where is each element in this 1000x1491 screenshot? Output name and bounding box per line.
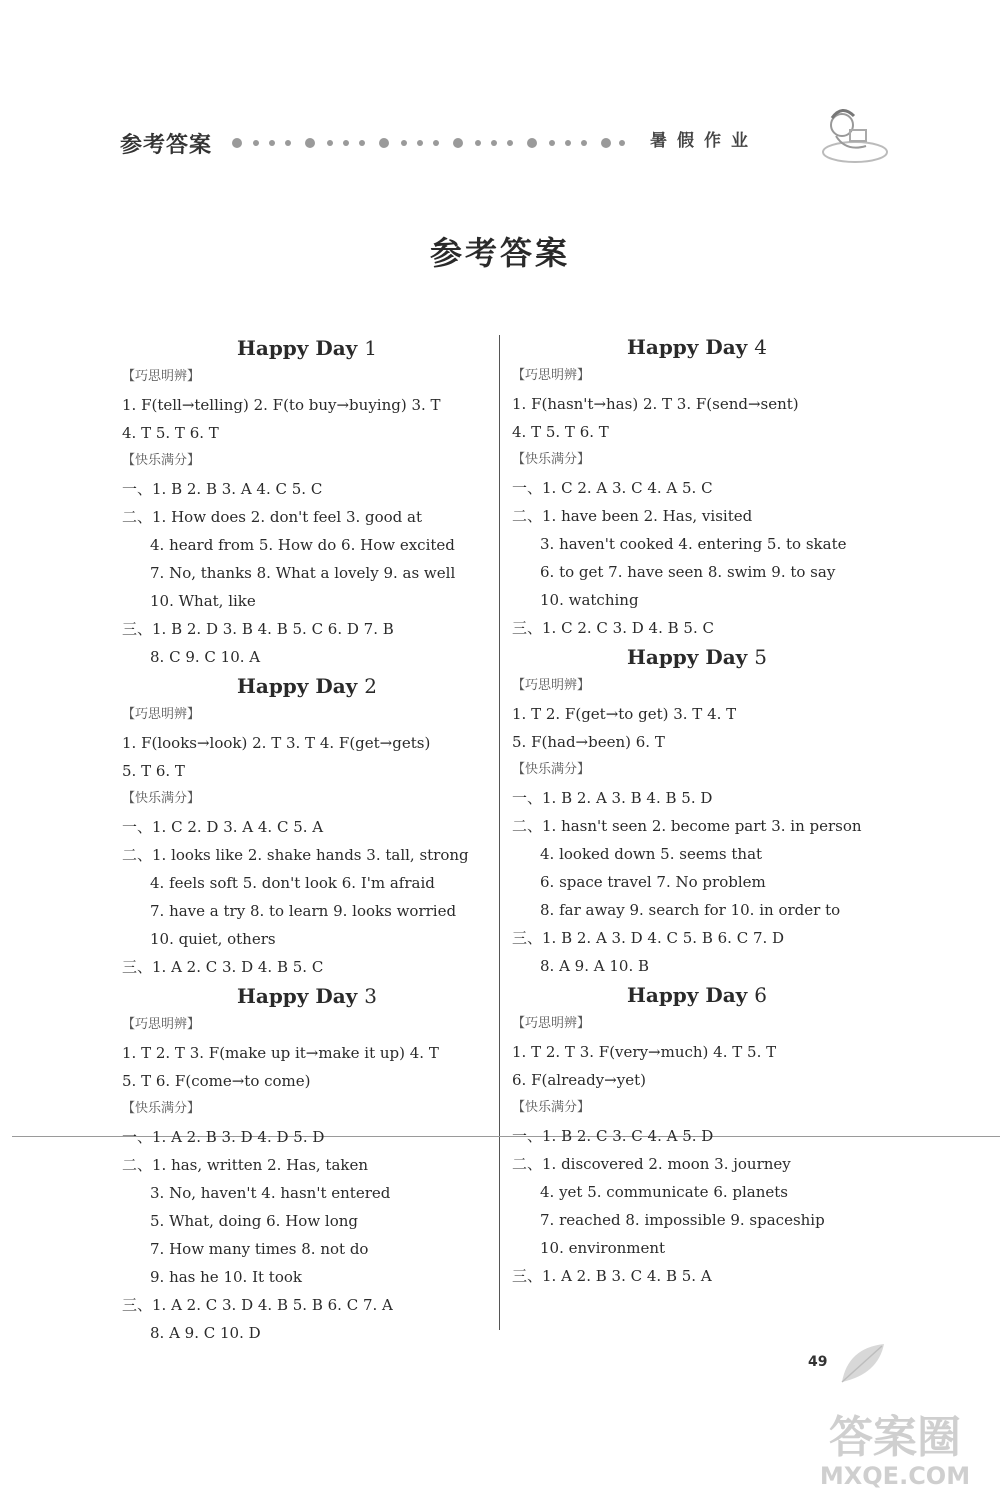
header-book-title: 暑假作业 (650, 131, 758, 151)
answer-line: 6. to get 7. have seen 8. swim 9. to say (540, 563, 836, 581)
section-tag-klmf: 【快乐满分】 (122, 1101, 201, 1116)
header-title: 参考答案 (120, 133, 213, 158)
answer-line: 一、1. B 2. A 3. B 4. B 5. D (512, 789, 713, 807)
answer-line: 5. T 6. F(come→to come) (122, 1072, 311, 1090)
answer-line: 7. No, thanks 8. What a lovely 9. as well (150, 564, 456, 582)
section-tag-qsmb: 【巧思明辨】 (512, 368, 591, 383)
answer-line: 三、1. C 2. C 3. D 4. B 5. C (512, 619, 714, 637)
answer-line: 二、1. have been 2. Has, visited (512, 507, 753, 525)
answer-line: 二、1. How does 2. don't feel 3. good at (122, 508, 423, 526)
answer-line: 7. reached 8. impossible 9. spaceship (540, 1211, 825, 1229)
answer-line: 4. feels soft 5. don't look 6. I'm afraid (150, 874, 435, 892)
answer-line: 一、1. A 2. B 3. D 4. D 5. D (122, 1128, 325, 1146)
answer-line: 三、1. A 2. C 3. D 4. B 5. B 6. C 7. A (122, 1296, 393, 1314)
answer-line: 一、1. C 2. A 3. C 4. A 5. C (512, 479, 713, 497)
day-title: Happy Day 4 (626, 335, 768, 359)
answer-line: 1. F(tell→telling) 2. F(to buy→buying) 3. T (122, 396, 441, 414)
section-tag-klmf: 【快乐满分】 (512, 762, 591, 777)
answer-line: 7. How many times 8. not do (150, 1240, 369, 1258)
answer-line: 三、1. A 2. C 3. D 4. B 5. C (122, 958, 324, 976)
section-tag-klmf: 【快乐满分】 (122, 791, 201, 806)
header-dots (232, 136, 627, 150)
answer-line: 4. T 5. T 6. T (122, 424, 219, 442)
answer-line: 8. A 9. A 10. B (540, 957, 650, 975)
answer-line: 8. C 9. C 10. A (150, 648, 261, 666)
day-title: Happy Day 3 (236, 984, 378, 1008)
answer-line: 5. What, doing 6. How long (150, 1212, 359, 1230)
answer-line: 4. yet 5. communicate 6. planets (540, 1183, 789, 1201)
section-tag-qsmb: 【巧思明辨】 (122, 369, 201, 384)
answer-line: 三、1. A 2. B 3. C 4. B 5. A (512, 1267, 712, 1285)
section-tag-klmf: 【快乐满分】 (512, 1100, 591, 1115)
day-title: Happy Day 1 (236, 336, 378, 360)
leaf-decoration-icon (838, 1338, 888, 1388)
answer-line: 1. F(hasn't→has) 2. T 3. F(send→sent) (512, 395, 799, 413)
answer-line: 二、1. has, written 2. Has, taken (122, 1156, 369, 1174)
answer-line: 二、1. discovered 2. moon 3. journey (512, 1155, 791, 1173)
day-title: Happy Day 6 (626, 983, 768, 1007)
answer-line: 6. space travel 7. No problem (540, 873, 766, 891)
day-title: Happy Day 2 (236, 674, 378, 698)
left-column (122, 333, 492, 1347)
answer-line: 三、1. B 2. D 3. B 4. B 5. C 6. D 7. B (122, 620, 394, 638)
answer-line: 二、1. looks like 2. shake hands 3. tall, strong (122, 846, 469, 864)
watermark-url: MXQE.COM (819, 1462, 971, 1490)
section-tag-qsmb: 【巧思明辨】 (122, 707, 201, 722)
answer-line: 6. F(already→yet) (512, 1071, 646, 1089)
answer-line: 1. F(looks→look) 2. T 3. T 4. F(get→gets) (122, 734, 431, 752)
answer-line: 一、1. B 2. B 3. A 4. C 5. C (122, 480, 323, 498)
answer-line: 10. quiet, others (150, 930, 276, 948)
answer-line: 1. T 2. T 3. F(very→much) 4. T 5. T (512, 1043, 777, 1061)
right-column (512, 332, 882, 1290)
watermark-logo (790, 1400, 1000, 1491)
day-title: Happy Day 5 (626, 645, 768, 669)
answer-line: 7. have a try 8. to learn 9. looks worried (150, 902, 457, 920)
answer-line: 3. haven't cooked 4. entering 5. to skate (540, 535, 847, 553)
reading-girl-illustration (800, 100, 890, 170)
answer-line: 10. watching (540, 591, 639, 609)
section-tag-klmf: 【快乐满分】 (122, 453, 201, 468)
answer-line: 1. T 2. F(get→to get) 3. T 4. T (512, 705, 737, 723)
column-divider (499, 335, 500, 1330)
answer-line: 4. T 5. T 6. T (512, 423, 609, 441)
answer-line: 一、1. C 2. D 3. A 4. C 5. A (122, 818, 324, 836)
answer-line: 5. T 6. T (122, 762, 185, 780)
answer-line: 9. has he 10. It took (150, 1268, 302, 1286)
section-tag-klmf: 【快乐满分】 (512, 452, 591, 467)
section-tag-qsmb: 【巧思明辨】 (512, 1016, 591, 1031)
answer-line: 4. heard from 5. How do 6. How excited (150, 536, 455, 554)
section-tag-qsmb: 【巧思明辨】 (122, 1017, 201, 1032)
section-tag-qsmb: 【巧思明辨】 (512, 678, 591, 693)
answer-line: 10. environment (540, 1239, 666, 1257)
answer-line: 5. F(had→been) 6. T (512, 733, 665, 751)
page-title: 参考答案 (429, 234, 570, 272)
watermark-title: 答案圈 (829, 1412, 961, 1463)
answer-line: 一、1. B 2. C 3. C 4. A 5. D (512, 1127, 714, 1145)
answer-line: 8. A 9. C 10. D (150, 1324, 261, 1342)
answer-line: 二、1. hasn't seen 2. become part 3. in person (512, 817, 862, 835)
answer-line: 8. far away 9. search for 10. in order to (540, 901, 841, 919)
answer-line: 10. What, like (150, 592, 256, 610)
page-number: 49 (808, 1354, 828, 1370)
answer-line: 1. T 2. T 3. F(make up it→make it up) 4. T (122, 1044, 439, 1062)
answer-line: 3. No, haven't 4. hasn't entered (150, 1184, 391, 1202)
answer-line: 4. looked down 5. seems that (540, 845, 763, 863)
answer-line: 三、1. B 2. A 3. D 4. C 5. B 6. C 7. D (512, 929, 785, 947)
